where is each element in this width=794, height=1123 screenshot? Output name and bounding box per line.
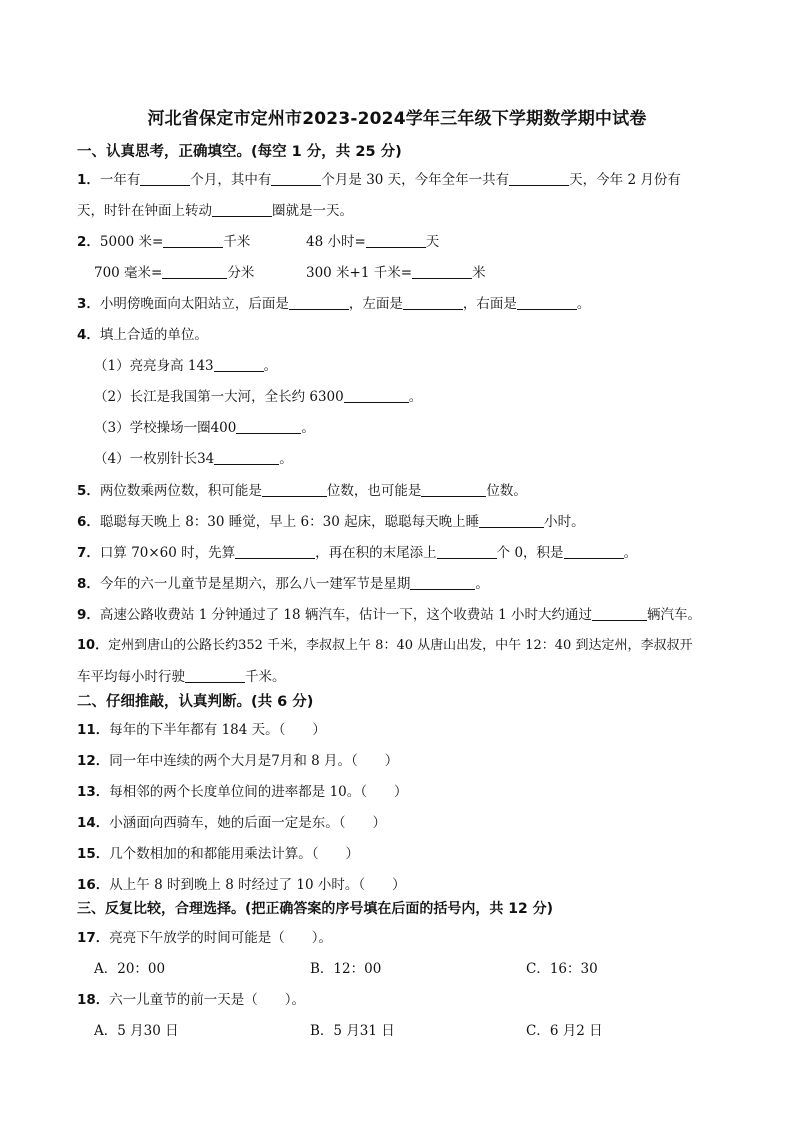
- question-2-part-b: 48 小时= 天: [306, 234, 440, 250]
- question-number: 8．: [77, 576, 100, 592]
- page-title: 河北省保定市定州市2023-2024学年三年级下学期数学期中试卷: [147, 109, 647, 129]
- question-number: 13．: [77, 784, 110, 800]
- answer-blank[interactable]: [185, 668, 245, 683]
- question-9: 9．高速公路收费站 1 分钟通过了 18 辆汽车，估计一下，这个收费站 1 小时大约通过 辆汽车。: [77, 607, 702, 623]
- question-number: 10．: [77, 638, 109, 653]
- answer-blank[interactable]: [163, 233, 223, 248]
- question-4: 4．填上合适的单位。: [77, 327, 208, 343]
- answer-blank[interactable]: [437, 544, 497, 559]
- question-6: 6．聪聪每天晚上 8：30 睡觉，早上 6：30 起床，聪聪每天晚上睡 小时。: [77, 514, 585, 530]
- question-17-option-a[interactable]: A．20：00: [94, 961, 166, 977]
- answer-blank[interactable]: [214, 450, 279, 465]
- answer-blank[interactable]: [236, 419, 301, 434]
- question-number: 3．: [77, 296, 100, 312]
- answer-blank[interactable]: [344, 388, 409, 403]
- question-number: 12．: [77, 753, 110, 769]
- question-17-option-b[interactable]: B．12：00: [310, 961, 382, 977]
- question-number: 16．: [77, 877, 110, 893]
- section-heading-3: 三、反复比较，合理选择。(把正确答案的序号填在后面的括号内，共 12 分): [77, 901, 554, 917]
- question-4-part-3: （3）学校操场一圈400 。: [94, 420, 315, 436]
- question-14: 14．小涵面向西骑车，她的后面一定是东。（ ）: [77, 815, 387, 831]
- question-2-line-1: 2．5000 米= 千米: [77, 234, 251, 250]
- answer-blank[interactable]: [403, 295, 463, 310]
- question-2-part-d: 300 米+1 千米= 米: [306, 265, 486, 281]
- question-2-line-2: 700 毫米= 分米: [94, 265, 255, 281]
- question-number: 7．: [77, 545, 100, 561]
- answer-blank[interactable]: [366, 233, 426, 248]
- answer-blank[interactable]: [235, 544, 315, 559]
- question-16: 16．从上午 8 时到晚上 8 时经过了 10 小时。（ ）: [77, 877, 406, 893]
- question-11: 11．每年的下半年都有 184 天。（ ）: [77, 722, 326, 738]
- question-3: 3．小明傍晚面向太阳站立，后面是 ，左面是 ，右面是 。: [77, 296, 591, 312]
- question-17-option-c[interactable]: C．16：30: [526, 961, 598, 977]
- question-number: 9．: [77, 607, 100, 623]
- question-number: 17．: [77, 930, 110, 946]
- section-heading-2: 二、仔细推敲，认真判断。(共 6 分): [77, 694, 314, 710]
- question-number: 14．: [77, 815, 110, 831]
- question-4-part-4: （4）一枚别针长34 。: [94, 451, 293, 467]
- question-number: 15．: [77, 846, 110, 862]
- answer-blank[interactable]: [410, 575, 475, 590]
- question-17: 17．亮亮下午放学的时间可能是（ ）。: [77, 930, 333, 946]
- question-4-part-2: （2）长江是我国第一大河，全长约 6300 。: [94, 389, 423, 405]
- question-number: 18．: [77, 992, 110, 1008]
- question-8: 8．今年的六一儿童节是星期六，那么八一建军节是星期 。: [77, 576, 489, 592]
- question-4-part-1: （1）亮亮身高 143 。: [94, 358, 278, 374]
- answer-blank[interactable]: [214, 357, 264, 372]
- answer-blank[interactable]: [509, 171, 569, 186]
- answer-blank[interactable]: [412, 264, 472, 279]
- question-15: 15．几个数相加的和都能用乘法计算。（ ）: [77, 846, 360, 862]
- answer-blank[interactable]: [479, 513, 544, 528]
- question-5: 5．两位数乘两位数，积可能是 位数，也可能是 位数。: [77, 483, 527, 499]
- question-18: 18．六一儿童节的前一天是（ ）。: [77, 992, 306, 1008]
- answer-blank[interactable]: [262, 482, 327, 497]
- answer-blank[interactable]: [517, 295, 577, 310]
- question-7: 7．口算 70×60 时，先算 ，再在积的末尾添上 个 0，积是 。: [77, 545, 638, 561]
- question-number: 5．: [77, 483, 100, 499]
- question-number: 4．: [77, 327, 100, 343]
- question-18-option-b[interactable]: B．5 月31 日: [310, 1023, 395, 1039]
- question-number: 11．: [77, 722, 110, 738]
- answer-blank[interactable]: [162, 264, 227, 279]
- question-13: 13．每相邻的两个长度单位间的进率都是 10。（ ）: [77, 784, 408, 800]
- answer-blank[interactable]: [140, 171, 190, 186]
- question-1-line-1: 1．一年有 个月，其中有 个月是 30 天，今年全年一共有 天，今年 2 月份有: [77, 172, 681, 188]
- answer-blank[interactable]: [271, 171, 321, 186]
- answer-blank[interactable]: [564, 544, 624, 559]
- question-18-option-c[interactable]: C．6 月2 日: [526, 1023, 603, 1039]
- question-1-line-2: 天，时针在钟面上转动 圈就是一天。: [77, 203, 353, 219]
- question-number: 6．: [77, 514, 100, 530]
- question-number: 2．: [77, 234, 100, 250]
- answer-blank[interactable]: [592, 606, 647, 621]
- question-number: 1．: [77, 172, 100, 188]
- answer-blank[interactable]: [212, 202, 272, 217]
- answer-blank[interactable]: [289, 295, 349, 310]
- answer-blank[interactable]: [421, 482, 486, 497]
- question-10-line-2: 车平均每小时行驶 千米。: [77, 669, 286, 685]
- question-10-line-1: 10．定州到唐山的公路长约352 千米，李叔叔上午 8：40 从唐山出发，中午 12：40 到达定州，李叔叔开: [77, 638, 693, 653]
- question-12: 12．同一年中连续的两个大月是7月和 8 月。（ ）: [77, 753, 399, 769]
- question-18-option-a[interactable]: A．5 月30 日: [94, 1023, 179, 1039]
- section-heading-1: 一、认真思考，正确填空。(每空 1 分，共 25 分): [77, 144, 402, 160]
